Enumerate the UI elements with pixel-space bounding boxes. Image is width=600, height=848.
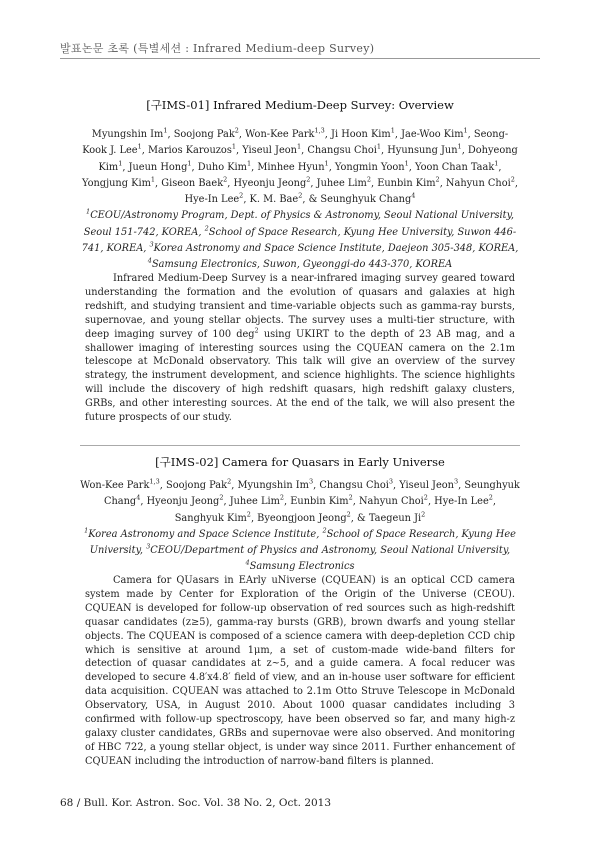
author-name: Soojong Pak <box>173 129 235 140</box>
author-name: Yiseul Jeon <box>399 480 454 491</box>
paper-title-1: [구IMS-01] Infrared Medium-Deep Survey: Overview <box>146 98 454 112</box>
author-affiliation-mark: 1 <box>390 126 395 135</box>
author-name: Byeongjoon Jeong <box>257 512 347 524</box>
author-affiliation-mark: 1 <box>163 126 168 135</box>
paper-authors-block-2 <box>80 478 520 576</box>
affiliation-number: 4 <box>245 559 250 568</box>
author-affiliation-mark: 2 <box>488 494 493 503</box>
author-affiliation-mark: 1 <box>404 159 409 168</box>
author-affiliation-mark: 4 <box>411 191 416 200</box>
author-name: Seong-Kook J. Lee <box>82 129 509 157</box>
affiliation-text: School of Space Research, Kyung Hee University, Suwon 446-741, KOREA, <box>81 226 517 255</box>
author-affiliation-mark: 2 <box>435 175 440 184</box>
author-name: Juhee Lim <box>229 496 280 508</box>
paper-authors-block-1 <box>80 127 520 274</box>
author-name: Jueun Hong <box>128 161 188 173</box>
author-name: Seunghyuk Chang <box>320 194 412 206</box>
author-affiliation-mark: 2 <box>246 510 251 519</box>
author-name: Duho Kim <box>197 161 247 173</box>
header-divider <box>60 58 540 59</box>
author-affiliation-mark: 1 <box>296 143 302 152</box>
author-name: Taegeun Ji <box>368 512 422 524</box>
author-name: Won-Kee Park <box>80 480 150 491</box>
author-name: Ji Hoon Kim <box>331 129 391 140</box>
author-affiliation-mark: 3 <box>388 477 394 486</box>
abstract-text: Infrared Medium-Deep Survey is a near-infrared imaging survey geared toward understanding the formation and the evolution of quasars and galaxies at high redshift, and studying transient and time-variable objects such as gamma-ray bursts, supernovae, and young stellar objects. The survey uses a multi-tier structure, with deep imaging survey of 100 deg <box>85 273 515 340</box>
author-affiliation-mark: 1 <box>494 159 499 168</box>
affiliation-number: 2 <box>322 526 327 535</box>
author-name: Nahyun Choi <box>358 496 424 508</box>
author-list: Myungshin Im$^1$, Soojong Pak$^2$, Won-Kee Park$^{1,3}$, Ji Hoon Kim$^1$, Jae-Woo Kim$^1$, Seong-Kook J. Lee$^1$, Marios Karouzos$^1$, Yiseul Jeon$^1$, Changsu Choi$^1$, Hyunsung Jun$^1$, Dohyeong Kim$^1$, Jueun Hong$^1$, Duho Kim$^1$, Minhee Hyun$^1$, Yongmin Yoon$^1$, Yoon Chan Taak$^1$, Yongjung Kim$^1$, Giseon Baek$^2$, Hyeonju Jeong$^2$, Juhee Lim$^2$, Eunbin Kim$^2$, Nahyun Choi$^2$, Hye-In Lee$^2$, K. M. Bae$^2$, & Seunghyuk Chang$^4$ <box>81 126 519 206</box>
author-name: K. M. Bae <box>249 194 299 206</box>
author-affiliation-mark: 1 <box>457 143 462 152</box>
affiliation-text: CEOU/Astronomy Program, Dept. of Physics & Astronomy, Seoul National University, Seoul 151-742, KOREA, <box>83 210 514 238</box>
author-affiliation-mark: 3 <box>308 477 314 486</box>
author-name: Eunbin Kim <box>290 496 349 508</box>
author-name: Changsu Choi <box>319 480 389 491</box>
affiliation-text: CEOU/Department of Physics and Astronomy, Seoul National University, <box>150 545 511 557</box>
affiliation-text: Samsung Electronics <box>249 561 355 573</box>
author-affiliation-mark: 2 <box>306 175 311 184</box>
author-affiliation-mark: 2 <box>279 494 285 503</box>
author-name: Soojong Pak <box>166 480 228 491</box>
author-name: Giseon Baek <box>161 177 224 189</box>
affiliation-list <box>82 210 519 270</box>
author-affiliation-mark: 2 <box>223 175 228 184</box>
page-footer: 68 / Bull. Kor. Astron. Soc. Vol. 38 No. 2, Oct. 2013 <box>60 797 332 809</box>
author-name: Jae-Woo Kim <box>401 129 464 140</box>
author-name: Myungshin Im <box>237 480 309 491</box>
author-affiliation-mark: 1,3 <box>314 126 325 135</box>
author-affiliation-mark: 2 <box>510 175 515 184</box>
running-header: 발표논문 초록 (특별세션 : Infrared Medium-deep Survey) <box>60 42 375 55</box>
author-affiliation-mark: 1 <box>118 159 123 168</box>
author-affiliation-mark: 2 <box>219 494 224 503</box>
author-affiliation-mark: 1 <box>137 143 142 152</box>
author-name: Hye-In Lee <box>184 194 240 206</box>
author-affiliation-mark: 2 <box>234 126 239 135</box>
author-name: Yiseul Jeon <box>242 145 297 157</box>
author-affiliation-mark: 1 <box>324 159 329 168</box>
author-name: Seunghyuk Chang <box>103 480 520 508</box>
author-affiliation-mark: 1 <box>246 159 252 168</box>
affiliation-text: Samsung Electronics, Suwon, Gyeonggi-do 443-370, KOREA <box>151 259 453 271</box>
author-affiliation-mark: 1 <box>376 143 382 152</box>
author-affiliation-mark: 1,3 <box>149 477 160 486</box>
author-affiliation-mark: 2 <box>421 510 426 519</box>
author-affiliation-mark: 2 <box>346 510 351 519</box>
author-name: Marios Karouzos <box>147 145 232 157</box>
author-name: Yongjung Kim <box>81 177 151 189</box>
author-name: Hyunsung Jun <box>387 145 458 157</box>
affiliation-number: 4 <box>147 257 152 266</box>
affiliation-number: 1 <box>84 526 89 535</box>
author-name: Juhee Lim <box>316 177 367 189</box>
affiliation-number: 3 <box>146 542 151 551</box>
author-name: Myungshin Im <box>91 129 164 140</box>
author-list: Won-Kee Park$^{1,3}$, Soojong Pak$^2$, Myungshin Im$^3$, Changsu Choi$^3$, Yiseul Jeon$^3$, Seunghyuk Chang$^4$, Hyeonju Jeong$^2$, Juhee Lim$^2$, Eunbin Kim$^2$, Nahyun Choi$^2$, Hye-In Lee$^2$, Sanghyuk Kim$^2$, Byeongjoon Jeong$^2$, & Taegeun Ji$^2$ <box>80 477 520 524</box>
abstract-text: using UKIRT to the depth of 23 AB mag, and a shallower imaging of interesting sources using the CQUEAN camera on the 2.1m telescope at McDonald observatory. This talk will give an overview of the survey strategy, the instrument development, and science highlights. The science highlights will include the discovery of high redshift quasars, high redshift galaxy clusters, GRBs, and other interesting sources. At the end of the talk, we will also present the future prospects of our study. <box>85 328 515 424</box>
author-name: Minhee Hyun <box>257 161 325 173</box>
affiliation-number: 1 <box>86 208 91 217</box>
author-name: Won-Kee Park <box>245 129 315 140</box>
author-affiliation-mark: 4 <box>136 494 141 503</box>
author-affiliation-mark: 2 <box>348 494 353 503</box>
author-name: Yongmin Yoon <box>334 161 405 173</box>
author-affiliation-mark: 1 <box>463 126 468 135</box>
author-name: Eunbin Kim <box>377 177 436 189</box>
affiliation-text: School of Space Research, Kyung Hee University, <box>89 528 516 557</box>
affiliation-text: Korea Astronomy and Space Science Institute, Daejeon 305-348, KOREA, <box>153 243 519 255</box>
author-affiliation-mark: 1 <box>231 143 236 152</box>
author-name: Hyeonju Jeong <box>146 496 220 508</box>
abstract-text: Camera for QUasars in EArly uNiverse (CQUEAN) is an optical CCD camera system made by Center for Exploration of the Origin of the Universe (CEOU). CQUEAN is developed for follow-up observation of red sources such as high-redshift quasar candidates (z≥5), gamma-ray bursts (GRB), brown dwarfs and young stellar objects. The CQUEAN is composed of a science camera with deep-depletion CCD chip which is sensitive at around 1μm, a set of custom-made wide-band filters for detection of quasar candidates at z~5, and a guide camera. A focal reducer was developed to secure 4.8′x4.8′ field of view, and an in-house user software for efficient data acquisition. CQUEAN was attached to 2.1m Otto Struve Telescope in McDonald Observatory, USA, in August 2010. About 1000 quasar candidates including 3 confirmed with follow-up spectroscopy, have been observed so far, and many high-z galaxy cluster candidates, GRBs and supernovae were also observed. And monitoring of HBC 722, a young stellar object, is under way since 2011. Further enhancement of CQUEAN including the introduction of narrow-band filters is planned. <box>85 575 515 767</box>
author-affiliation-mark: 3 <box>454 477 459 486</box>
paper-title-2: [구IMS-02] Camera for Quasars in Early Universe <box>155 455 445 469</box>
author-affiliation-mark: 2 <box>227 477 232 486</box>
section-divider <box>80 445 520 446</box>
author-name: Changsu Choi <box>307 145 377 157</box>
superscript: 2 <box>254 326 259 335</box>
author-name: Dohyeong Kim <box>98 145 518 173</box>
author-affiliation-mark: 2 <box>366 175 371 184</box>
author-name: Hyeonju Jeong <box>233 177 307 189</box>
affiliation-number: 3 <box>149 240 154 249</box>
author-name: Nahyun Choi <box>445 177 511 189</box>
affiliation-list <box>84 526 516 573</box>
author-name: Hye-In Lee <box>434 496 489 508</box>
author-name: Sanghyuk Kim <box>174 512 247 524</box>
affiliation-number: 2 <box>204 224 209 233</box>
paper-abstract-2 <box>85 574 515 769</box>
author-affiliation-mark: 2 <box>239 191 244 200</box>
affiliation-text: Korea Astronomy and Space Science Institute, <box>88 528 323 540</box>
author-affiliation-mark: 1 <box>187 159 192 168</box>
author-affiliation-mark: 2 <box>298 191 303 200</box>
author-affiliation-mark: 2 <box>423 494 428 503</box>
author-name: Yoon Chan Taak <box>414 161 495 173</box>
author-affiliation-mark: 1 <box>150 175 156 184</box>
paper-abstract-1 <box>85 272 515 425</box>
